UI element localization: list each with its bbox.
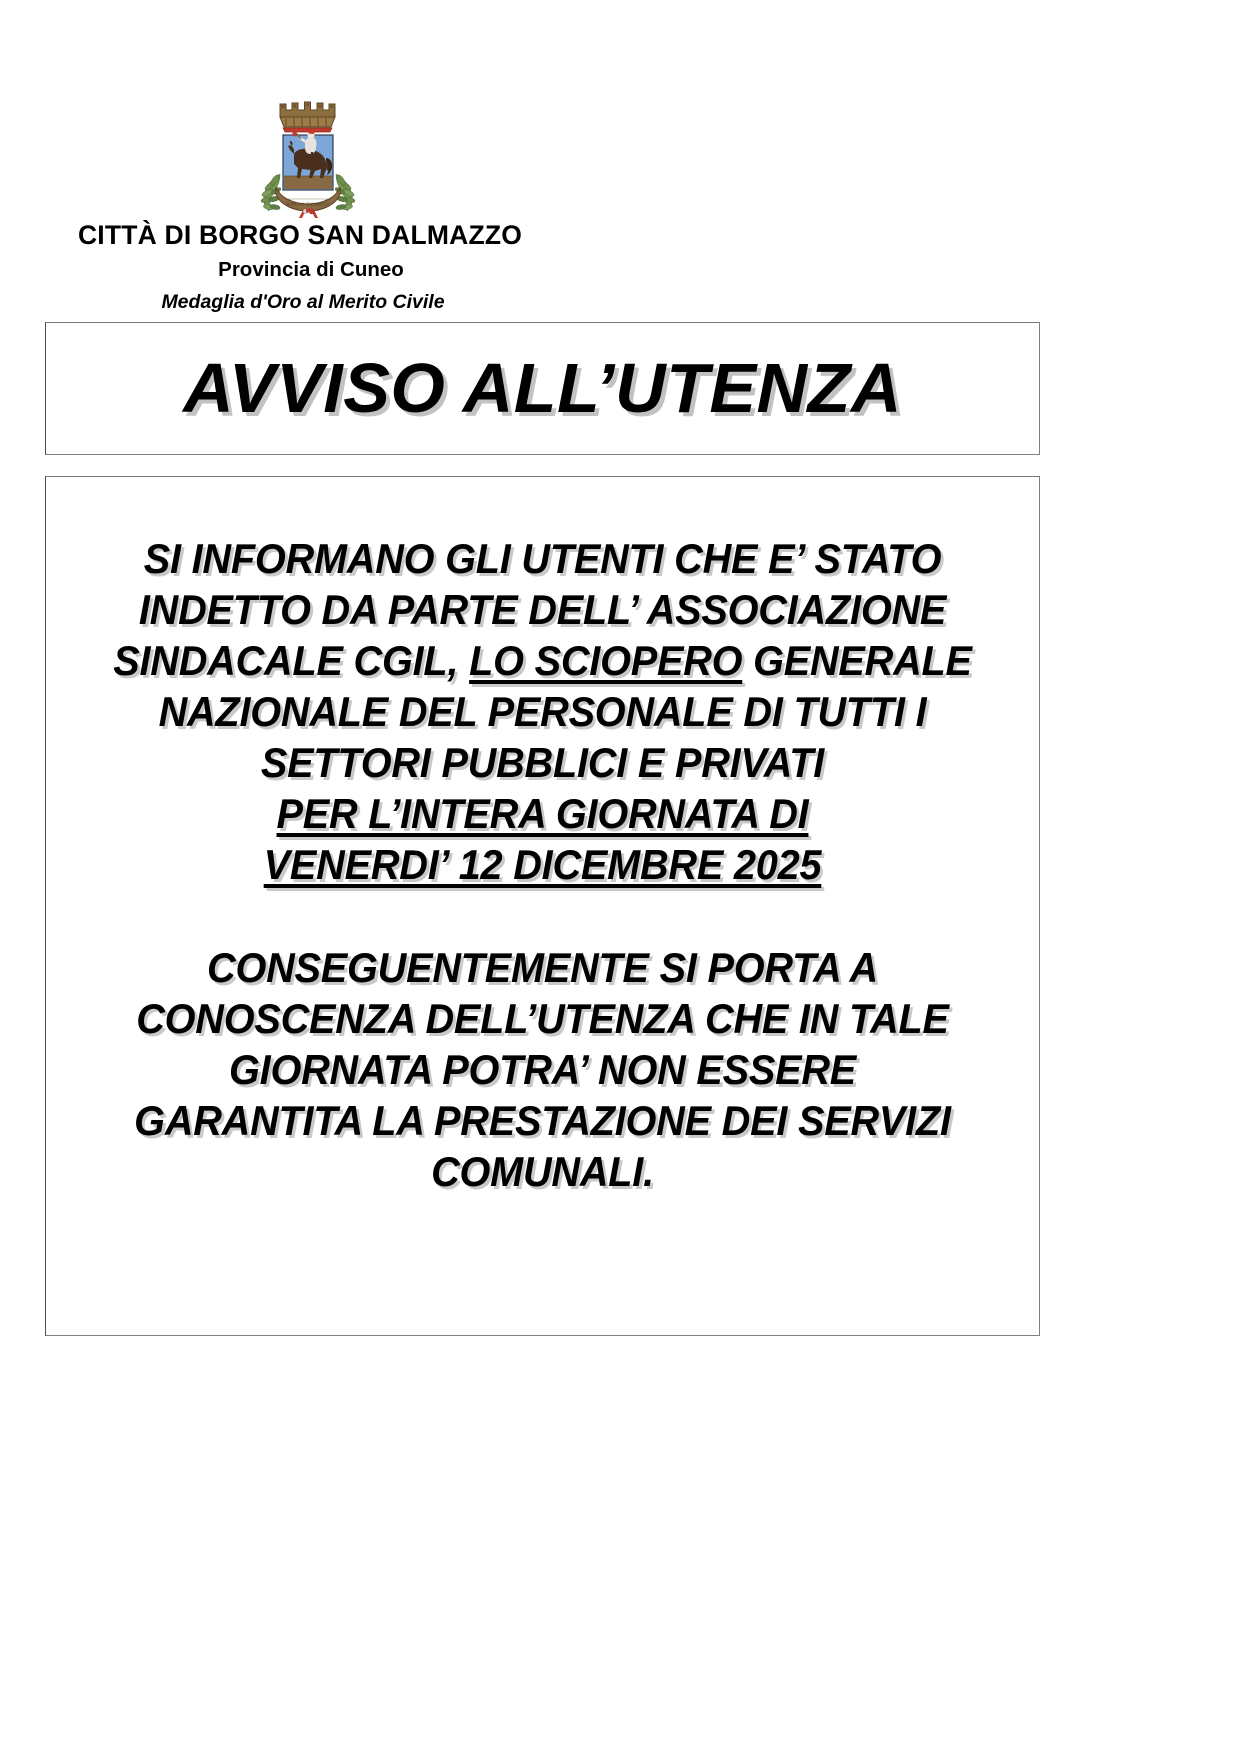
svg-text:BORGO S. DALMAZZO: BORGO S. DALMAZZO	[286, 201, 330, 207]
body-line: SETTORI PUBBLICI E PRIVATI	[260, 739, 825, 787]
body-line: CONSEGUENTEMENTE SI PORTA A	[207, 944, 878, 992]
notice-body-box	[45, 476, 1040, 1336]
honour-line: Medaglia d'Oro al Merito Civile	[161, 291, 445, 313]
ribbon-banner-icon	[276, 187, 340, 211]
body-line: NAZIONALE DEL PERSONALE DI TUTTI I	[158, 688, 927, 736]
letterhead	[0, 88, 600, 314]
body-line: COMUNALI.	[431, 1148, 654, 1196]
clause-underlined: LO SCIOPERO	[469, 637, 743, 685]
notice-title-box	[45, 322, 1040, 455]
body-line-strike-clause	[86, 635, 1000, 686]
notice-body	[86, 533, 1000, 1197]
clause-suffix: GENERALE	[742, 637, 972, 685]
shield-icon	[283, 130, 333, 190]
body-line: INDETTO DA PARTE DELL’ ASSOCIAZIONE	[138, 586, 947, 634]
body-line: GIORNATA POTRA’ NON ESSERE	[228, 1046, 857, 1094]
body-line: GARANTITA LA PRESTAZIONE DEI SERVIZI	[134, 1097, 951, 1145]
province-name: Provincia di Cuneo	[218, 258, 404, 281]
crest-container	[0, 88, 600, 218]
paragraph-spacer	[86, 890, 1000, 942]
crown-icon	[280, 102, 335, 132]
clause-prefix: SINDACALE CGIL,	[113, 637, 470, 685]
page-title: AVVISO ALL’UTENZA	[183, 348, 902, 427]
body-line: CONOSCENZA DELL’UTENZA CHE IN TALE	[136, 995, 949, 1043]
coat-of-arms-icon	[250, 90, 368, 218]
date-line-1: PER L’INTERA GIORNATA DI	[276, 790, 809, 838]
municipality-name: CITTÀ DI BORGO SAN DALMAZZO	[77, 220, 523, 250]
date-line-2: VENERDI’ 12 DICEMBRE 2025	[263, 841, 822, 889]
body-line: SI INFORMANO GLI UTENTI CHE E’ STATO	[143, 535, 942, 582]
